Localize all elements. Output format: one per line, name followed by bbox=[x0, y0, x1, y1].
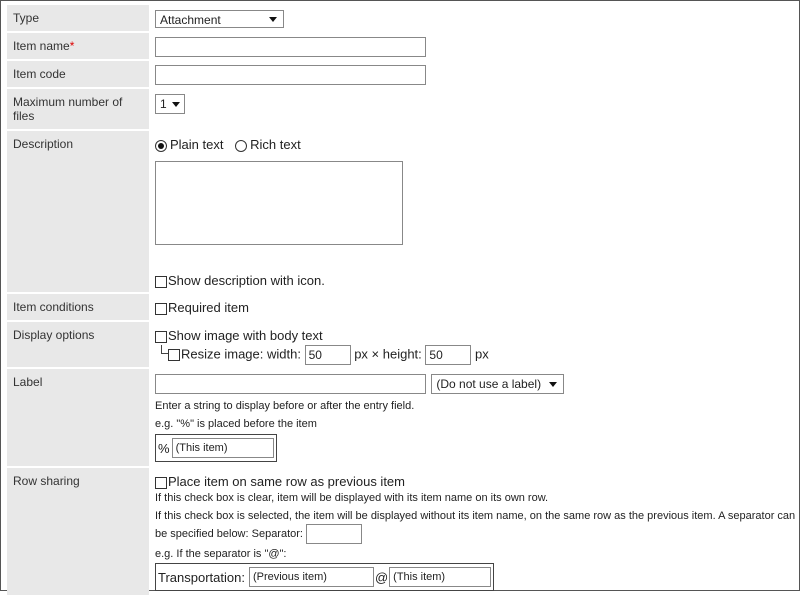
item-code-label: Item code bbox=[7, 61, 149, 87]
type-select-value: Attachment bbox=[160, 13, 221, 27]
max-files-value: 1 bbox=[160, 97, 167, 111]
label-field-label: Label bbox=[7, 369, 149, 466]
separator-input[interactable] bbox=[306, 524, 362, 544]
row-sharing-hint1: If this check box is clear, item will be displayed with its item name on its own row. bbox=[155, 492, 549, 504]
item-settings-form bbox=[7, 3, 799, 597]
item-conditions-label: Item conditions bbox=[7, 294, 149, 320]
show-description-icon-label: Show description with icon. bbox=[168, 273, 325, 288]
resize-height-input[interactable]: 50 bbox=[425, 345, 471, 365]
label-position-select[interactable] bbox=[431, 374, 564, 394]
label-example-box bbox=[155, 434, 277, 462]
description-textarea[interactable] bbox=[155, 161, 403, 245]
required-asterisk: * bbox=[69, 39, 75, 53]
rich-text-radio[interactable] bbox=[235, 140, 247, 152]
item-code-input[interactable] bbox=[155, 65, 426, 85]
required-item-checkbox[interactable] bbox=[155, 303, 167, 315]
row-max-files bbox=[7, 89, 799, 129]
tree-connector bbox=[161, 345, 168, 354]
example-separator: @ bbox=[374, 569, 389, 585]
example-previous-item: (Previous item) bbox=[249, 567, 374, 587]
resize-image-label: Resize image: width: bbox=[181, 346, 301, 362]
row-item-conditions bbox=[7, 294, 799, 320]
plain-text-label: Plain text bbox=[170, 137, 224, 152]
chevron-down-icon bbox=[549, 382, 557, 387]
label-hint: Enter a string to display before or after the entry field. bbox=[155, 400, 415, 412]
label-example-prefix: % bbox=[158, 440, 170, 456]
same-row-label: Place item on same row as previous item bbox=[168, 474, 405, 489]
label-example: e.g. "%" is placed before the item bbox=[155, 418, 317, 430]
max-files-label: Maximum number of files bbox=[7, 89, 149, 129]
example-transportation-label: Transportation: bbox=[158, 569, 245, 585]
row-sharing-hint2: If this check box is selected, the item will be displayed without its item name, on the same row as the previous item. A separator can be specified below: Separator: bbox=[155, 510, 796, 540]
row-item-name bbox=[7, 33, 799, 59]
row-display-options bbox=[7, 322, 799, 367]
row-item-code bbox=[7, 61, 799, 87]
max-files-select[interactable] bbox=[155, 94, 185, 114]
description-label: Description bbox=[7, 131, 149, 292]
show-image-label: Show image with body text bbox=[168, 328, 323, 343]
row-sharing-example-box bbox=[155, 563, 494, 591]
type-label: Type bbox=[7, 5, 149, 31]
row-description bbox=[7, 131, 799, 292]
rich-text-label: Rich text bbox=[250, 137, 301, 152]
px-label: px bbox=[475, 346, 489, 362]
item-name-label: Item name* bbox=[7, 33, 149, 59]
chevron-down-icon bbox=[172, 102, 180, 107]
label-position-value: (Do not use a label) bbox=[436, 377, 542, 391]
example-this-item: (This item) bbox=[389, 567, 491, 587]
show-description-icon-checkbox[interactable] bbox=[155, 276, 167, 288]
type-select[interactable] bbox=[155, 10, 284, 28]
plain-text-radio[interactable] bbox=[155, 140, 167, 152]
resize-image-checkbox[interactable] bbox=[168, 349, 180, 361]
row-sharing-label: Row sharing bbox=[7, 468, 149, 595]
row-type bbox=[7, 5, 799, 31]
show-image-checkbox[interactable] bbox=[155, 331, 167, 343]
label-example-item: (This item) bbox=[172, 438, 274, 458]
px-height-label: px × height: bbox=[354, 346, 422, 362]
row-label bbox=[7, 369, 799, 466]
resize-width-input[interactable]: 50 bbox=[305, 345, 351, 365]
required-item-label: Required item bbox=[168, 300, 249, 315]
item-name-input[interactable] bbox=[155, 37, 426, 57]
row-row-sharing bbox=[7, 468, 799, 595]
row-sharing-example: e.g. If the separator is "@": bbox=[155, 548, 287, 560]
display-options-label: Display options bbox=[7, 322, 149, 367]
label-input[interactable] bbox=[155, 374, 426, 394]
same-row-checkbox[interactable] bbox=[155, 477, 167, 489]
chevron-down-icon bbox=[269, 17, 277, 22]
